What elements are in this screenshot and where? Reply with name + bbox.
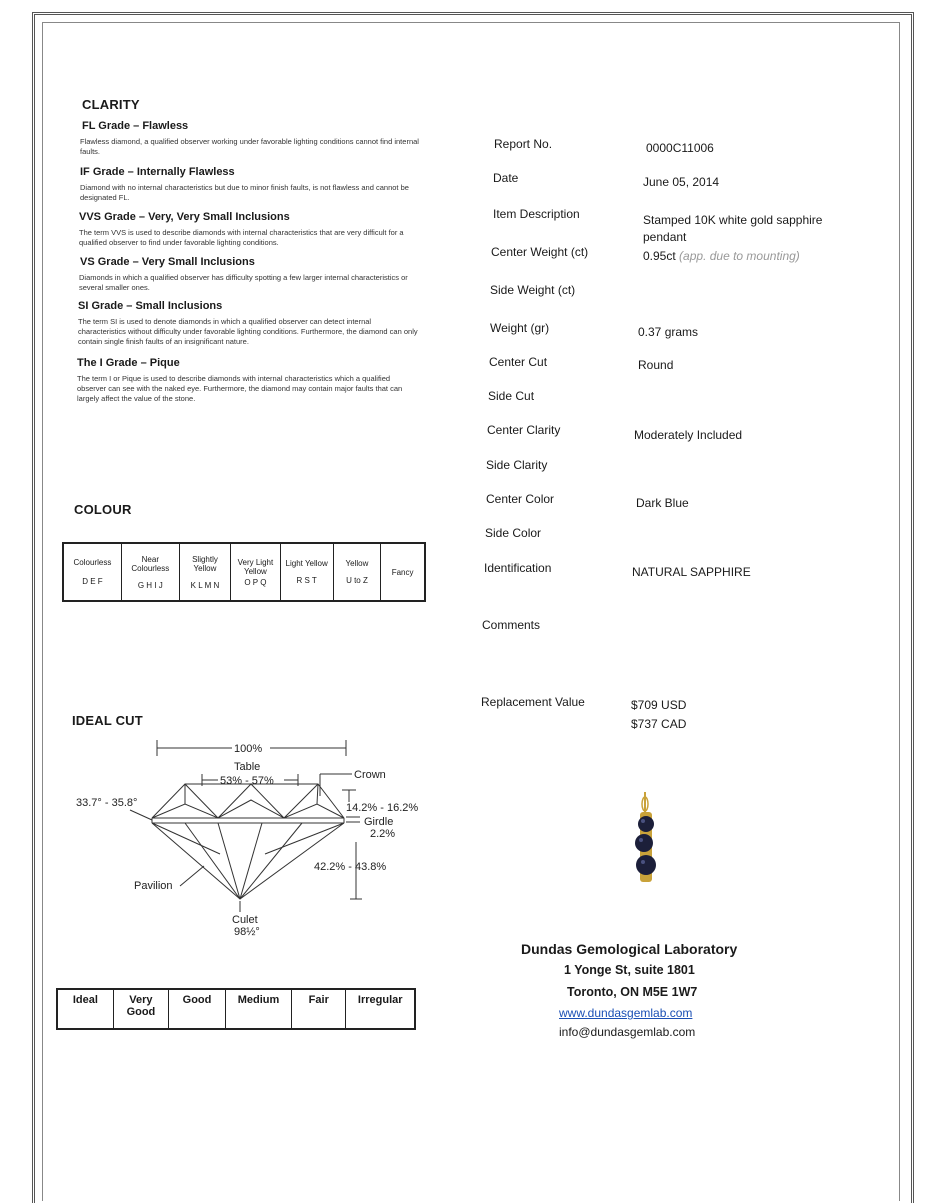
label-report-no: Report No. [494, 137, 553, 151]
clarity-heading: CLARITY [82, 97, 140, 112]
value-center-weight [643, 249, 800, 263]
cut-grade-cell: Very Good [113, 989, 168, 1029]
clarity-i-desc: The term I or Pique is used to describe diamonds with internal characteristics which a qualified observer can see with the naked eye. Furthermore, the diamond may contain major faults that can largely affect the value of the stone. [77, 374, 403, 403]
crown-facet-b [317, 784, 318, 804]
colour-cell-range: R S T [296, 576, 317, 585]
label-side-clarity: Side Clarity [486, 458, 548, 472]
colour-cell-name: Slightly Yellow [192, 554, 218, 573]
colour-cell [381, 543, 425, 601]
crown-facets-upper [152, 800, 344, 818]
pendant-photo [620, 790, 670, 900]
colour-cell [179, 543, 230, 601]
colour-scale-table [62, 542, 426, 602]
clarity-fl-title: FL Grade – Flawless [82, 120, 189, 132]
colour-cell-name: Fancy [391, 567, 414, 577]
label-weight-gr: Weight (gr) [490, 321, 550, 335]
cut-grade-cell: Medium [225, 989, 291, 1029]
clarity-si-title: SI Grade – Small Inclusions [78, 300, 223, 312]
clarity-vvs-title: VVS Grade – Very, Very Small Inclusions [79, 211, 290, 223]
diamond-cut-diagram [70, 734, 430, 944]
clarity-if-title: IF Grade – Internally Flawless [80, 166, 235, 178]
pavilion-label: Pavilion [134, 880, 173, 892]
cut-grade-cell: Fair [292, 989, 346, 1029]
label-side-cut: Side Cut [488, 389, 535, 403]
lab-address-line1: 1 Yonge St, suite 1801 [564, 963, 695, 977]
colour-cell-name: Yellow [345, 559, 369, 568]
pavilion-leader [180, 866, 204, 886]
cut-grade-cell: Good [169, 989, 226, 1029]
colour-cell-range: O P Q [244, 577, 267, 587]
clarity-if-desc: Diamond with no internal characteristics but due to minor finish faults, is not flawless and cannot be designated FL. [80, 183, 409, 202]
width-label: 100% [234, 743, 263, 755]
value-item-description: Stamped 10K white gold sapphire pendant [643, 213, 823, 244]
value-center-color: Dark Blue [636, 496, 689, 510]
lab-website-link[interactable]: www.dundasgemlab.com [559, 1006, 693, 1020]
label-side-weight: Side Weight (ct) [490, 283, 576, 297]
clarity-si-desc: The term SI is used to denote diamonds in which a qualified observer can detect internal characteristics without difficulty under favorable lighting conditions. Furthermore, the diamond can only contain single finish faults of an insignificant nature. [78, 317, 418, 346]
table-range: 53% - 57% [220, 775, 274, 787]
clarity-vs-title: VS Grade – Very Small Inclusions [80, 256, 255, 268]
clarity-vs-desc: Diamonds in which a qualified observer has difficulty spotting a few larger internal characteristics or several smaller ones. [79, 273, 408, 292]
label-center-color: Center Color [486, 492, 555, 506]
colour-cell-name: Near Colourless [131, 554, 170, 573]
label-center-clarity: Center Clarity [487, 423, 561, 437]
label-center-cut: Center Cut [489, 355, 548, 369]
crown-label: Crown [354, 769, 386, 781]
center-weight-note: (app. due to mounting) [679, 249, 800, 263]
crown-height-label: 14.2% - 16.2% [346, 802, 419, 814]
lab-email[interactable]: info@dundasgemlab.com [559, 1025, 696, 1039]
girdle-label: Girdle [364, 816, 394, 828]
table-label: Table [234, 761, 261, 773]
culet-value: 98½° [234, 926, 260, 938]
culet-label: Culet [232, 914, 258, 926]
value-date: June 05, 2014 [643, 175, 720, 189]
colour-cell-name: Light Yellow [285, 559, 328, 568]
pavilion-facet-1 [185, 823, 240, 899]
crown-angle-label: 33.7° - 35.8° [76, 797, 138, 809]
value-center-cut: Round [638, 358, 674, 372]
colour-cell-name: Very Light Yellow [237, 557, 274, 576]
label-comments: Comments [482, 618, 541, 632]
value-replacement-cad: $737 CAD [631, 717, 687, 731]
lab-address-line2: Toronto, ON M5E 1W7 [567, 985, 698, 999]
colour-cell [63, 543, 121, 601]
clarity-fl-desc: Flawless diamond, a qualified observer working under favorable lighting conditions cannot find internal faults. [80, 137, 419, 156]
colour-cell-range: G H I J [137, 580, 163, 590]
label-identification: Identification [484, 561, 552, 575]
colour-cell [121, 543, 179, 601]
colour-cell-range: U to Z [346, 576, 368, 585]
cut-grade-table [56, 988, 416, 1030]
cut-grade-cell: Irregular [346, 989, 415, 1029]
ideal-cut-heading: IDEAL CUT [72, 713, 143, 728]
value-center-clarity: Moderately Included [634, 428, 743, 442]
clarity-vvs-desc: The term VVS is used to describe diamonds with internal characteristics that are very difficult for a qualified observer to find under favorable lighting conditions. [79, 228, 404, 247]
colour-cell-range: K L M N [190, 580, 220, 590]
value-identification: NATURAL SAPPHIRE [632, 565, 751, 579]
colour-cell [231, 543, 280, 601]
pavilion-facet-2 [218, 823, 240, 899]
clarity-i-title: The I Grade – Pique [77, 357, 180, 369]
pavilion-depth-label: 42.2% - 43.8% [314, 861, 387, 873]
label-center-weight: Center Weight (ct) [491, 245, 589, 259]
colour-cell-name: Colourless [73, 558, 112, 567]
value-report-no: 0000C11006 [646, 141, 714, 155]
label-date: Date [493, 171, 519, 185]
label-side-color: Side Color [485, 526, 542, 540]
pavilion-facet-3 [240, 823, 262, 899]
girdle-value: 2.2% [370, 828, 396, 840]
colour-cell-range: D E F [82, 577, 103, 586]
lab-name: Dundas Gemological Laboratory [521, 941, 738, 957]
diamond-crown-outline [152, 784, 344, 818]
label-replacement-value: Replacement Value [481, 695, 585, 709]
colour-heading: COLOUR [74, 502, 132, 517]
center-weight-amount: 0.95ct [643, 249, 676, 263]
value-replacement-usd: $709 USD [631, 698, 687, 712]
colour-cell [333, 543, 381, 601]
colour-cell [280, 543, 333, 601]
cut-grade-cell: Ideal [57, 989, 113, 1029]
crown-angle-leader [130, 810, 152, 820]
pavilion-facet-5 [152, 823, 220, 854]
pavilion-facet-6 [265, 823, 344, 854]
value-weight-gr: 0.37 grams [638, 325, 699, 339]
label-item-description: Item Description [493, 207, 580, 221]
